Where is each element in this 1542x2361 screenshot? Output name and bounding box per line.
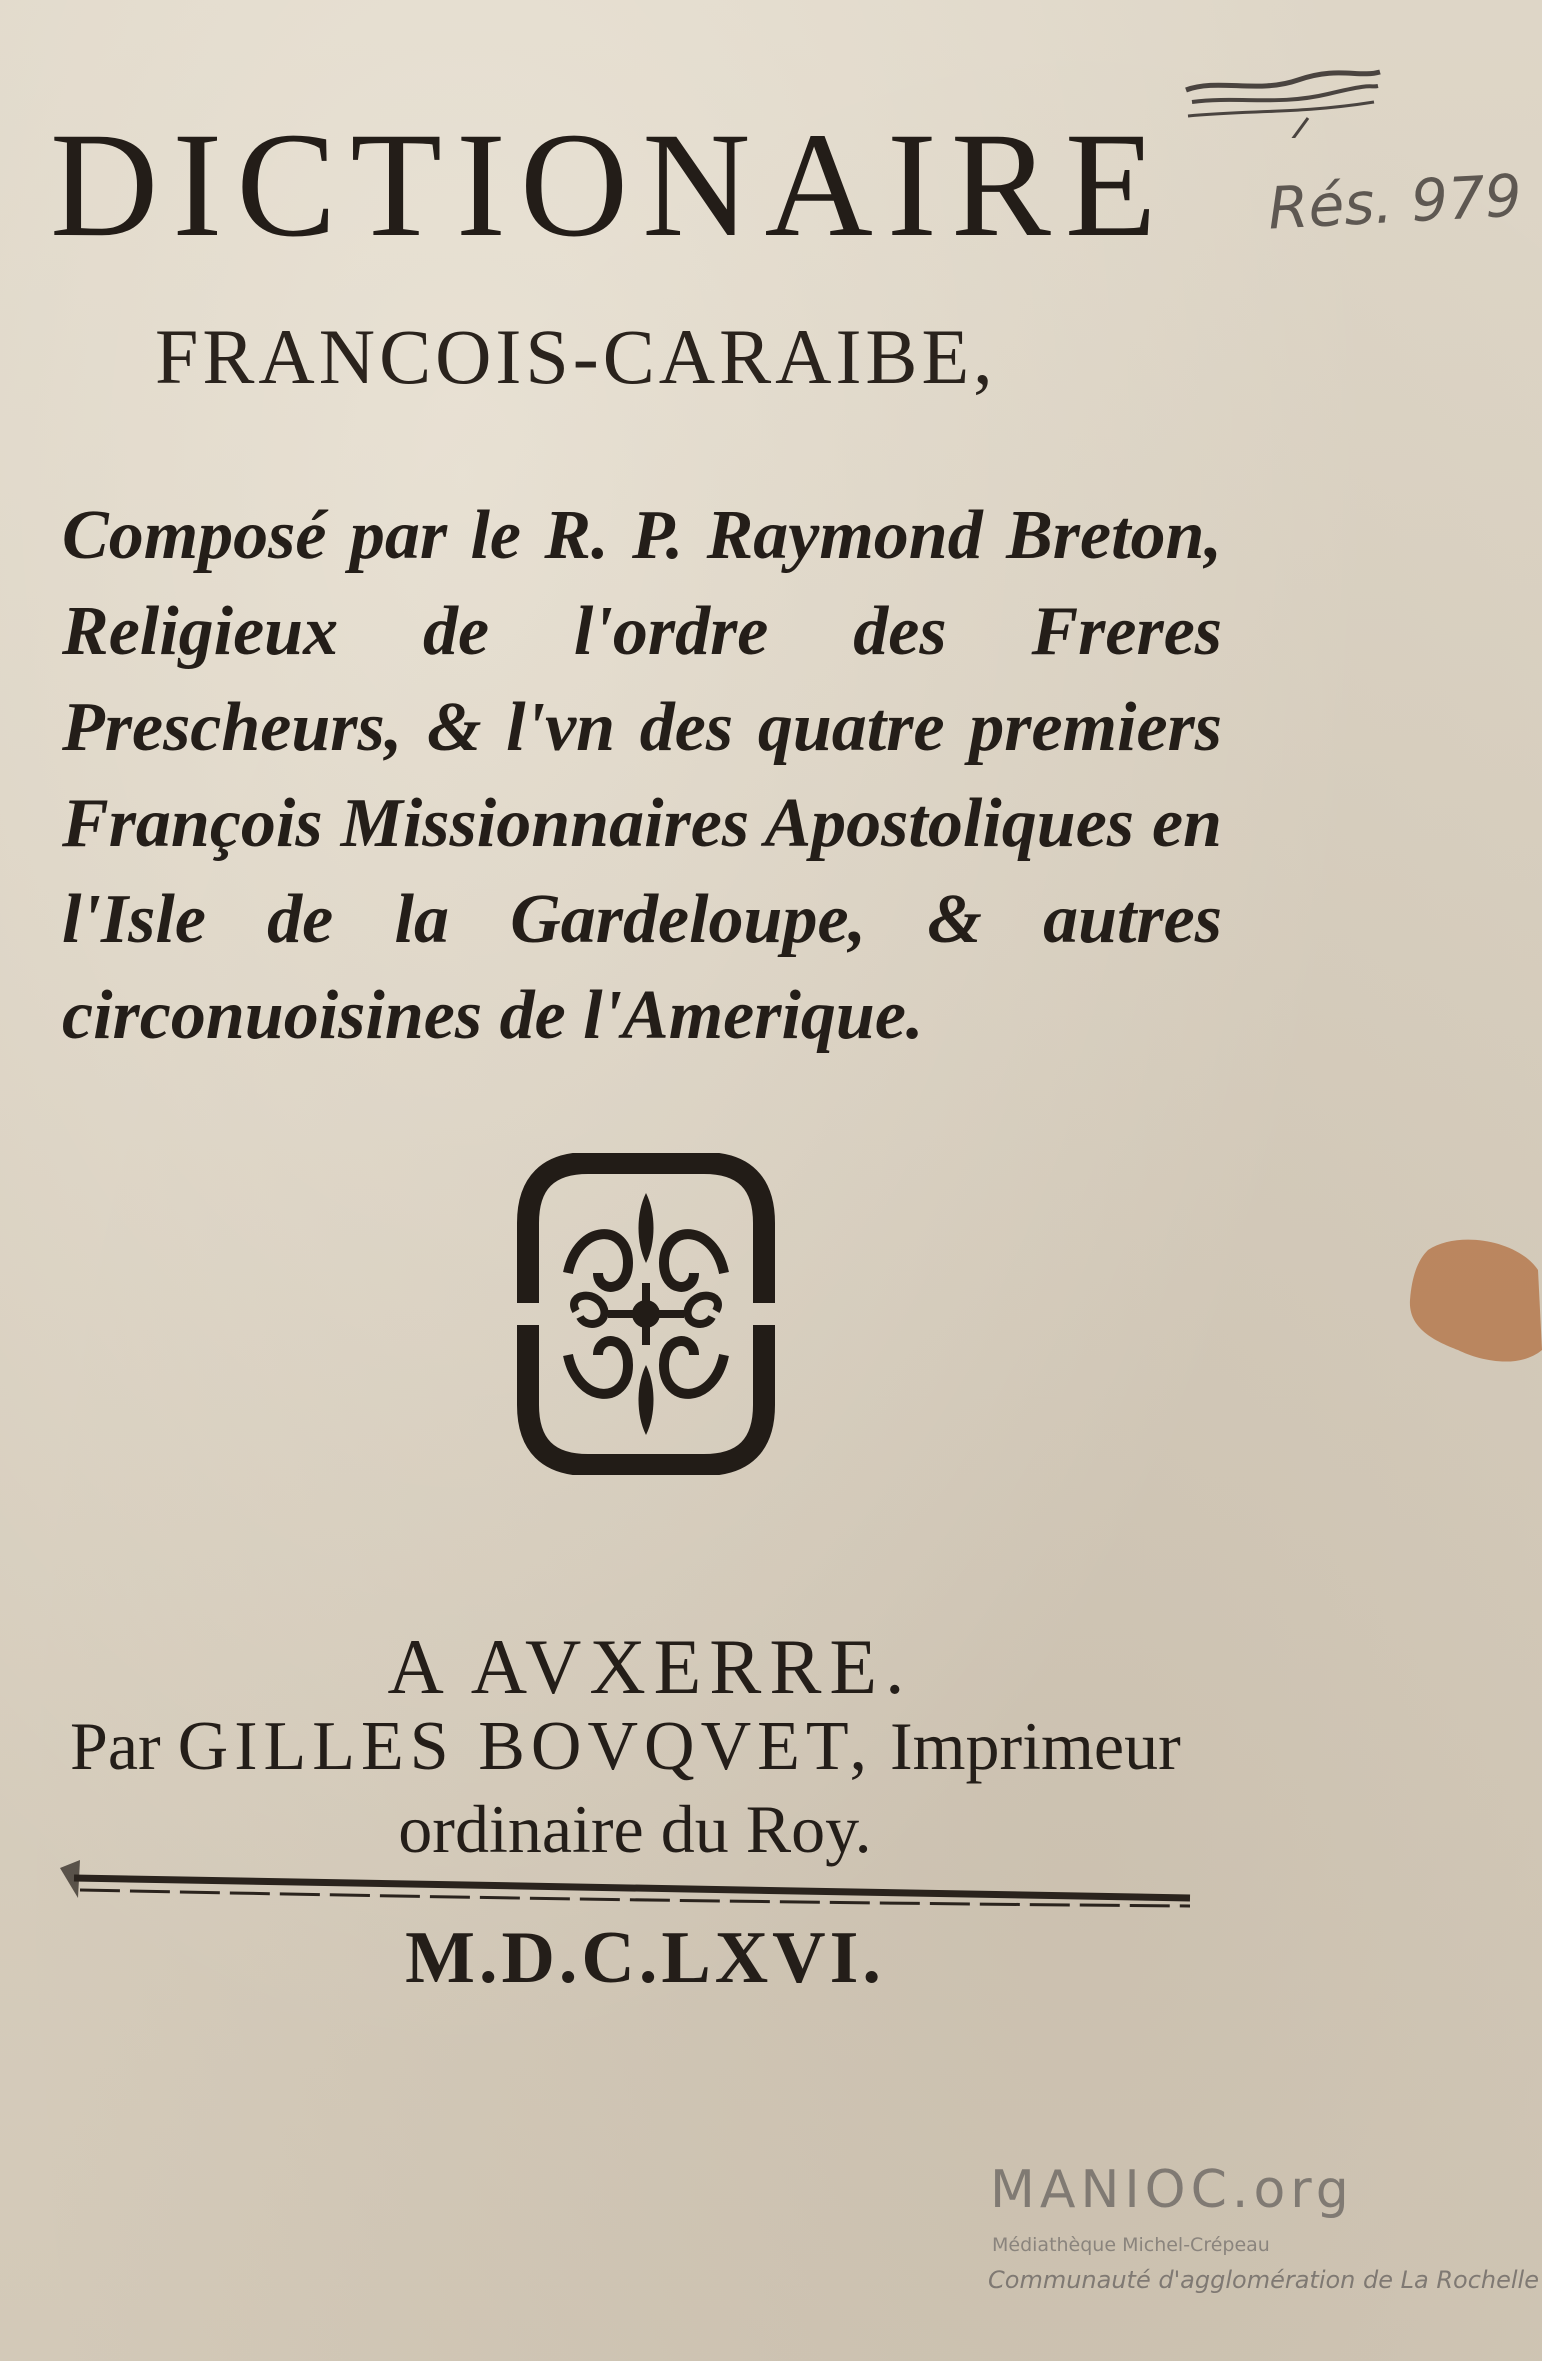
watermark-community: Communauté d'agglomération de La Rochelle [988, 2266, 1539, 2294]
printers-ornament-icon [508, 1153, 784, 1475]
book-title: DICTIONAIRE [50, 102, 1171, 268]
shelf-mark: Rés. 979 [1266, 161, 1524, 243]
imprint-by: Par [70, 1708, 161, 1784]
publication-year: M.D.C.LXVI. [405, 1917, 885, 1999]
author-description: Composé par le R. P. Raymond Breton, Religieux de l'ordre des Freres Prescheurs, & l'vn des quatre premiers François Missionnaires Apostoliques en l'Isle de la Gardeloupe, & autres circonuoisines de l'Amerique. [62, 497, 1222, 1054]
horizontal-rule [60, 1858, 1200, 1908]
imprint-place: A AVXERRE. [387, 1623, 913, 1710]
watermark-library: Médiathèque Michel-Crépeau [992, 2234, 1270, 2256]
paper-stain [1398, 1230, 1542, 1380]
manioc-logo: MANIOC.org [990, 2160, 1354, 2220]
book-subtitle: FRANCOIS-CARAIBE, [155, 313, 997, 400]
printer-office: ordinaire du Roy. [398, 1791, 872, 1867]
imprint-printer [70, 1708, 1220, 1785]
printer-name: GILLES BOVQVET, [177, 1708, 873, 1785]
printer-title: Imprimeur [889, 1708, 1181, 1784]
